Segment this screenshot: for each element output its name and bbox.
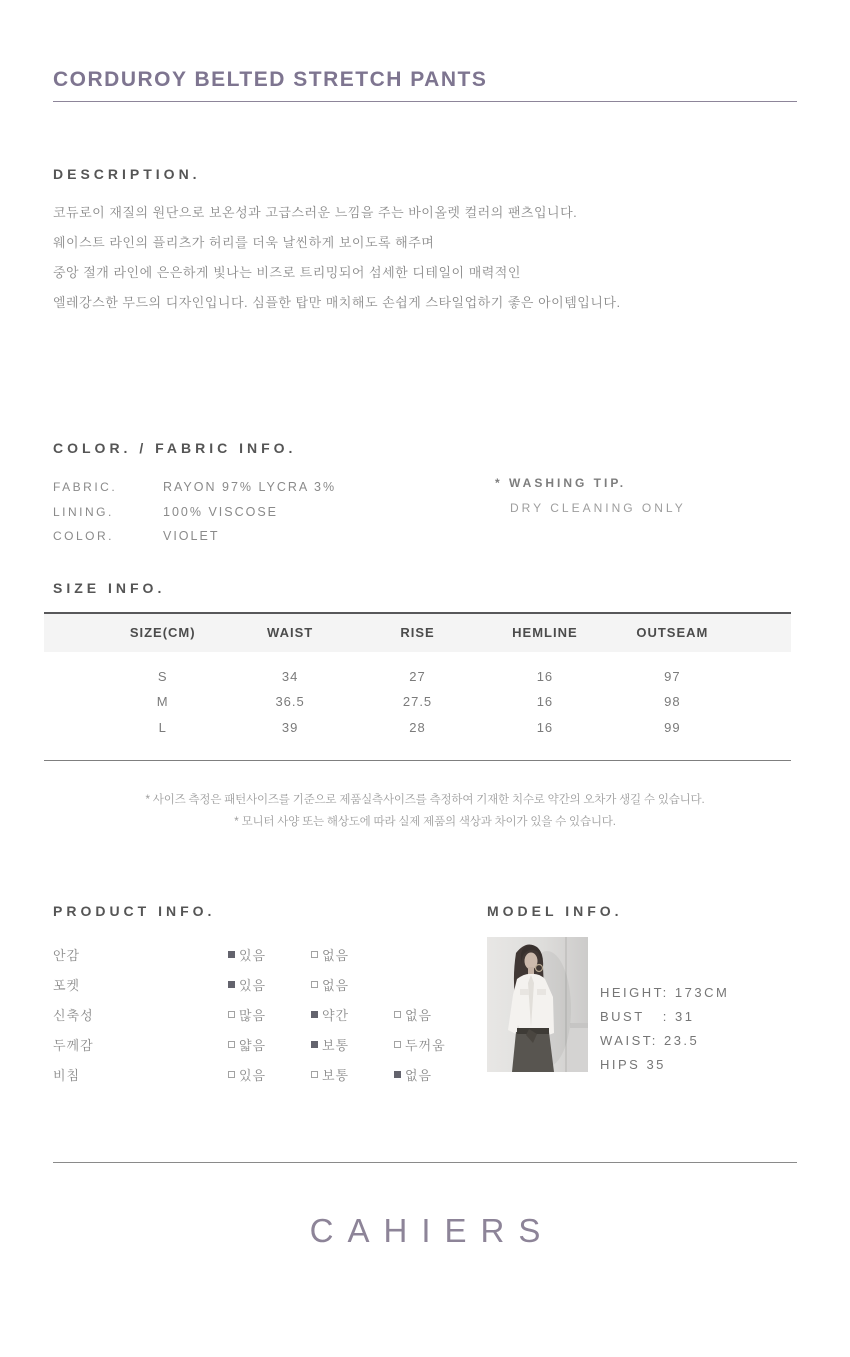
size-table-cell: 16: [536, 694, 554, 710]
size-note-line: * 사이즈 측정은 패턴사이즈를 기준으로 제품실측사이즈를 측정하여 기재한 치수로 약간의 오차가 생길 수 있습니다.: [145, 794, 705, 806]
checkbox-unchecked-icon: [311, 951, 318, 958]
product-info-row: [53, 1059, 487, 1089]
size-table-cell: 27.5: [402, 694, 433, 710]
color-fabric-body: [53, 475, 797, 549]
checkbox-checked-icon: [228, 981, 235, 988]
fabric-row-label: FABRIC.: [53, 480, 118, 494]
product-info-option: [228, 945, 311, 964]
title-block: [53, 0, 797, 102]
checkbox-unchecked-icon: [311, 1071, 318, 1078]
size-table-cell: 39: [281, 719, 299, 735]
product-option-label: 얇음: [239, 1037, 267, 1053]
product-option-label: 두꺼움: [405, 1037, 446, 1053]
description-lines: [53, 198, 797, 318]
checkbox-unchecked-icon: [228, 1041, 235, 1048]
title-underline: [53, 101, 797, 102]
product-option-label: 없음: [322, 977, 350, 993]
product-info-option: [228, 1035, 311, 1054]
product-info-row: [53, 939, 487, 969]
page-title: CORDUROY BELTED STRETCH PANTS: [53, 68, 488, 91]
checkbox-unchecked-icon: [311, 981, 318, 988]
fabric-row-label: COLOR.: [53, 529, 115, 543]
product-info-label: 안감: [53, 947, 81, 963]
size-table-cell: 99: [664, 719, 681, 735]
product-info-label: 비침: [53, 1067, 81, 1083]
size-table-header: [44, 614, 791, 652]
model-info-section: [487, 903, 797, 1089]
washing-tip-value: DRY CLEANING ONLY: [510, 501, 686, 515]
size-table-body: [44, 652, 791, 761]
description-heading: DESCRIPTION.: [53, 166, 201, 182]
size-table-cell: 97: [664, 668, 681, 684]
description-line: 중앙 절개 라인에 은은하게 빛나는 비즈로 트리밍되어 섬세한 디테일이 매력적인: [53, 265, 521, 280]
size-table-cell: 27: [409, 668, 426, 684]
description-line: 웨이스트 라인의 플리츠가 허리를 더욱 날씬하게 보이도록 해주며: [53, 235, 435, 250]
product-info-label: 포켓: [53, 977, 81, 993]
model-measurement-line: HEIGHT: 173CM: [600, 985, 730, 1000]
fabric-row-value: RAYON 97% LYCRA 3%: [163, 480, 337, 494]
product-info-label: 신축성: [53, 1007, 94, 1023]
checkbox-unchecked-icon: [394, 1011, 401, 1018]
product-info-option: [311, 945, 394, 964]
washing-tip-heading: * WASHING TIP.: [495, 476, 627, 490]
product-info-option: [228, 975, 311, 994]
product-info-option: [394, 1005, 477, 1024]
product-info-option: [311, 975, 394, 994]
product-info-row: [53, 969, 487, 999]
size-note-line: * 모니터 사양 또는 해상도에 따라 실제 제품의 색상과 차이가 있을 수 있습니다.: [234, 816, 616, 828]
product-option-label: 보통: [322, 1067, 350, 1083]
size-column-header: HEMLINE: [512, 625, 578, 640]
product-info-option: [394, 1065, 477, 1084]
size-table-row: [99, 664, 736, 690]
size-table-cell: 16: [536, 668, 554, 684]
size-table-cell: 28: [409, 719, 426, 735]
product-info-row: [53, 1029, 487, 1059]
size-table-row: [99, 689, 736, 715]
product-option-label: 보통: [322, 1037, 350, 1053]
color-fabric-heading: COLOR. / FABRIC INFO.: [53, 440, 297, 456]
checkbox-unchecked-icon: [228, 1011, 235, 1018]
checkbox-checked-icon: [228, 951, 235, 958]
size-table: [44, 612, 791, 762]
model-photo: [487, 937, 588, 1072]
size-table-row: [99, 715, 736, 741]
product-option-label: 없음: [405, 1067, 433, 1083]
size-table-cell: M: [156, 694, 169, 710]
product-info-option: [311, 1065, 394, 1084]
bottom-section: [53, 903, 797, 1089]
product-option-label: 없음: [405, 1007, 433, 1023]
size-table-cell: 98: [664, 694, 681, 710]
checkbox-checked-icon: [311, 1041, 318, 1048]
product-info-option: [311, 1005, 394, 1024]
product-info-option: [311, 1035, 394, 1054]
product-option-label: 많음: [239, 1007, 267, 1023]
size-table-cell: 16: [536, 719, 554, 735]
model-measurement-line: WAIST: 23.5: [600, 1033, 700, 1048]
product-info-option: [394, 1035, 477, 1054]
checkbox-unchecked-icon: [228, 1071, 235, 1078]
description-line: 엘레강스한 무드의 디자인입니다. 심플한 탑만 매치해도 손쉽게 스타일업하기 좋은 아이템입니다.: [53, 295, 621, 310]
checkbox-unchecked-icon: [394, 1041, 401, 1048]
size-table-cell: 36.5: [275, 694, 305, 710]
fabric-row: [53, 524, 797, 549]
model-info-body: [487, 937, 797, 1077]
model-measurement-line: HIPS 35: [600, 1057, 666, 1072]
product-option-label: 있음: [239, 1067, 267, 1083]
description-line: 코듀로이 재질의 원단으로 보온성과 고급스러운 느낌을 주는 바이올렛 컬러의 팬츠입니다.: [53, 205, 578, 220]
product-info-option: [228, 1065, 311, 1084]
size-table-cell: 34: [281, 668, 299, 684]
product-info-rows: [53, 939, 487, 1089]
brand-logo: CAHIERS: [309, 1212, 555, 1249]
product-option-label: 약간: [322, 1007, 350, 1023]
product-option-label: 있음: [239, 977, 267, 993]
fabric-row-value: 100% VISCOSE: [163, 504, 279, 519]
size-column-header: OUTSEAM: [636, 625, 709, 640]
product-info-section: [53, 903, 487, 1089]
size-table-cell: S: [157, 668, 168, 684]
size-column-header: WAIST: [267, 625, 314, 640]
size-table-cell: L: [158, 719, 167, 735]
product-info-label: 두께감: [53, 1037, 94, 1053]
size-notes: [53, 789, 797, 833]
product-info-row: [53, 999, 487, 1029]
washing-tip: [495, 476, 686, 515]
product-info-heading: PRODUCT INFO.: [53, 903, 216, 919]
checkbox-checked-icon: [311, 1011, 318, 1018]
product-option-label: 없음: [322, 947, 350, 963]
size-info-heading: SIZE INFO.: [53, 579, 166, 596]
fabric-row-value: VIOLET: [163, 529, 220, 543]
size-column-header: SIZE(CM): [129, 625, 196, 640]
footer-divider: [53, 1162, 797, 1163]
fabric-row-label: LINING.: [53, 504, 114, 519]
size-column-header: RISE: [400, 625, 435, 640]
checkbox-checked-icon: [394, 1071, 401, 1078]
product-info-option: [228, 1005, 311, 1024]
model-measurement-line: BUST : 31: [600, 1009, 695, 1024]
model-measurements: [600, 937, 729, 1077]
product-option-label: 있음: [239, 947, 267, 963]
model-info-heading: MODEL INFO.: [487, 903, 623, 919]
